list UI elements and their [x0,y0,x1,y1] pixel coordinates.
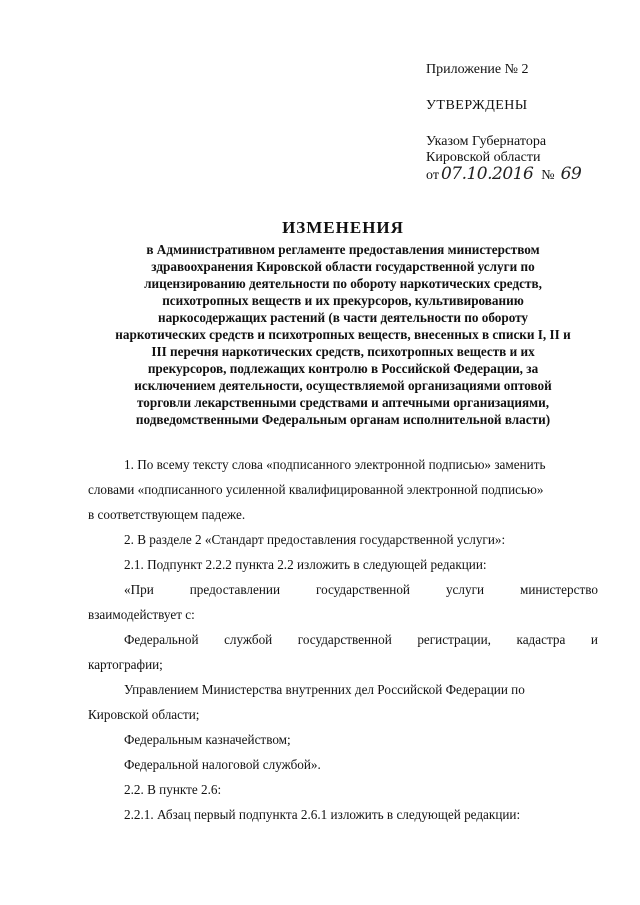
handwritten-date: 07.10.2016 [440,164,534,184]
paragraph-4-line-1 [124,581,598,599]
subtitle-line: наркотических средств и психотропных веществ, внесенных в списки I, II и [115,327,571,342]
subtitle-line: наркосодержащих растений (в части деятельности по обороту [157,310,529,325]
subtitle-line: в Административном регламенте предоставления министерством [146,242,540,257]
subtitle-line: психотропных веществ и их прекурсоров, культивированию [162,293,524,308]
approved-label: УТВЕРЖДЕНЫ [426,98,528,113]
annex-label: Приложение № 2 [426,62,529,77]
subtitle-line: здравоохранения Кировской области государственной услуги по [151,259,535,274]
word: «При [124,582,154,597]
word: предоставлении [189,582,281,597]
word: Федеральной [124,632,199,647]
approval-block [426,62,583,184]
paragraph-9: 2.2. В пункте 2.6: [124,782,222,797]
paragraph-6-line-2: Кировской области; [88,707,200,722]
date-prefix: от [426,168,439,183]
handwritten-number: 69 [560,164,582,184]
word: услуги [445,582,485,597]
decree-line-1: Указом Губернатора [426,134,547,149]
word: службой [224,632,273,647]
paragraph-5-line-2: картографии; [88,657,163,672]
paragraph-8: Федеральной налоговой службой». [124,757,321,772]
word: регистрации, [417,632,491,647]
paragraph-10: 2.2.1. Абзац первый подпункта 2.6.1 изложить в следующей редакции: [124,807,521,822]
paragraph-6-line-1: Управлением Министерства внутренних дел Российской Федерации по [124,682,525,697]
subtitle-line: III перечня наркотических средств, психотропных веществ и их [151,344,535,359]
heading-block [86,218,600,428]
word: кадастра [516,632,566,647]
paragraph-1-line-1: 1. По всему тексту слова «подписанного электронной подписью» заменить [124,457,546,472]
paragraph-5-line-1 [124,631,598,649]
word: государственной [297,632,392,647]
subtitle-line: прекурсоров, подлежащих контролю в Российской Федерации, за [147,361,539,376]
word: государственной [315,582,410,597]
paragraph-7: Федеральным казначейством; [124,732,291,747]
paragraph-1-line-2: словами «подписанного усиленной квалифицированной электронной подписью» [88,482,544,497]
paragraph-3: 2.1. Подпункт 2.2.2 пункта 2.2 изложить в следующей редакции: [124,557,487,572]
decree-date-line [426,166,583,184]
document-title: ИЗМЕНЕНИЯ [282,218,404,237]
subtitle-line: торговли лекарственными средствами и аптечными организациями, [136,395,550,410]
word: министерство [520,582,598,597]
subtitle-line: исключением деятельности, осуществляемой организациями оптовой [134,378,552,393]
subtitle-line: подведомственными Федеральным органам исполнительной власти) [135,412,551,427]
paragraph-2: 2. В разделе 2 «Стандарт предоставления государственной услуги»: [124,532,506,547]
paragraph-4-line-2: взаимодействует с: [88,607,195,622]
word: и [590,632,598,647]
subtitle-line: лицензированию деятельности по обороту наркотических средств, [144,276,542,291]
document-subtitle [86,241,600,428]
paragraph-1-line-3: в соответствующем падеже. [88,507,246,522]
decree-line-2: Кировской области [426,150,541,165]
number-sign: № [541,168,555,183]
